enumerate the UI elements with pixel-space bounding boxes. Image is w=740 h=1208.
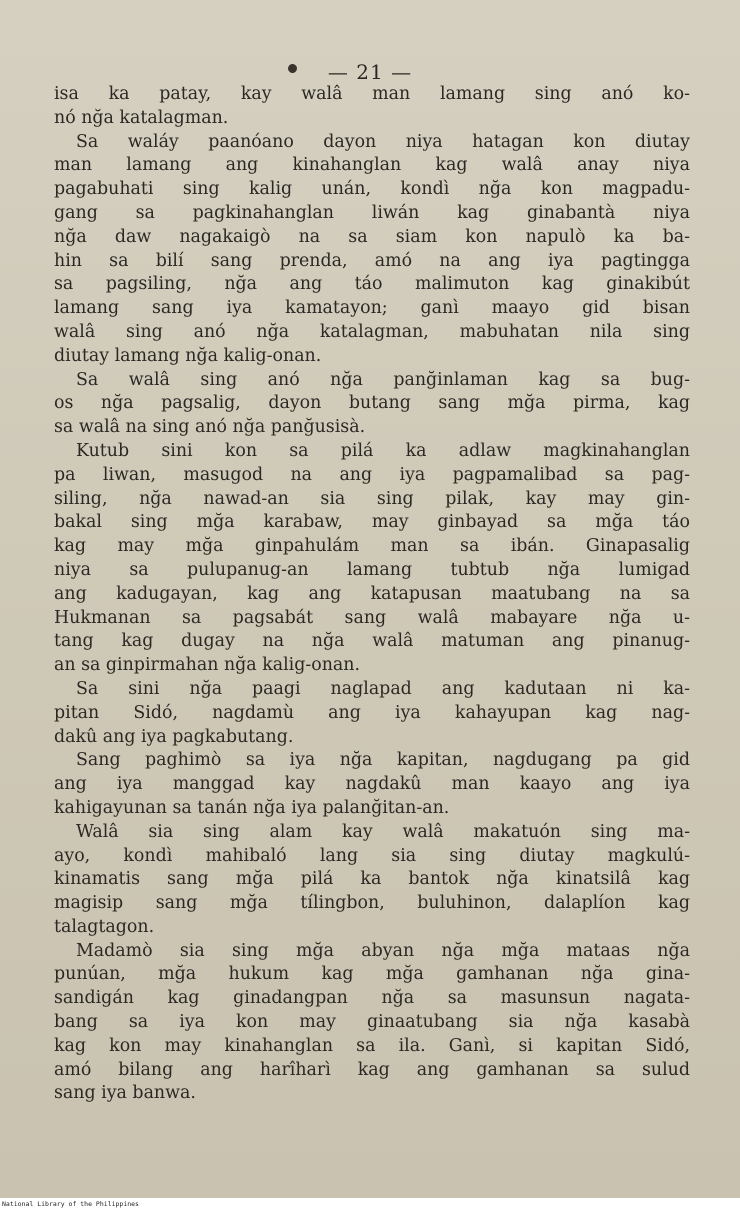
text-line: ang kadugayan, kag ang katapusan maatubang na sa xyxy=(54,583,690,604)
text-line: sandigán kag ginadangpan nğa sa masunsun nagata- xyxy=(54,988,690,1009)
text-line: sa walâ na sing anó nğa panğusisà. xyxy=(54,417,366,438)
text-line: Hukmanan sa pagsabát sang walâ mabayare nğa u- xyxy=(54,607,690,628)
text-line: kag may mğa ginpahulám man sa ibán. Ginapasalig xyxy=(54,536,690,557)
text-line: nğa daw nagakaigò na sa siam kon napulò ka ba- xyxy=(54,226,690,247)
text-line: dakû ang iya pagkabutang. xyxy=(54,726,294,747)
text-line: sa pagsiling, nğa ang táo malimuton kag ginakibút xyxy=(54,274,690,295)
text-line: os nğa pagsalig, dayon butang sang mğa pirma, kag xyxy=(54,393,690,414)
text-line: amó bilang ang harîharì kag ang gamhanan sa sulud xyxy=(54,1059,690,1080)
text-line: ang iya manggad kay nagdakû man kaayo ang iya xyxy=(54,774,690,795)
text-line: kinamatis sang mğa pilá ka bantok nğa kinatsilâ kag xyxy=(54,869,690,890)
text-line: kag kon may kinahanglan sa ila. Ganì, si kapitan Sidó, xyxy=(54,1035,690,1056)
text-line: an sa ginpirmahan nğa kalig-onan. xyxy=(54,655,361,676)
text-line: niya sa pulupanug-an lamang tubtub nğa lumigad xyxy=(54,559,690,580)
text-line: walâ sing anó nğa katalagman, mabuhatan nila sing xyxy=(54,321,690,342)
text-line: Sa waláy paanóano dayon niya hatagan kon diutay xyxy=(76,131,690,152)
text-line: ayo, kondì mahibaló lang sia sing diutay magkulú- xyxy=(54,845,690,866)
text-line: pa liwan, masugod na ang iya pagpamalibad sa pag- xyxy=(54,464,690,485)
text-line: isa ka patay, kay walâ man lamang sing anó ko- xyxy=(54,84,690,104)
text-line: talagtagon. xyxy=(54,916,155,937)
footer-credit: National Library of the Philippines xyxy=(2,1200,139,1208)
text-line: punúan, mğa hukum kag mğa gamhanan nğa gina- xyxy=(54,964,690,985)
text-line: nó nğa katalagman. xyxy=(54,107,229,128)
text-line: Sang paghimò sa iya nğa kapitan, nagdugang pa gid xyxy=(76,750,690,771)
text-line: pitan Sidó, nagdamù ang iya kahayupan kag nag- xyxy=(54,702,690,723)
text-line: Madamò sia sing mğa abyan nğa mğa mataas nğa xyxy=(76,940,690,961)
page-number: — 21 — xyxy=(327,60,413,84)
text-line: gang sa pagkinahanglan liwán kag ginabantà niya xyxy=(54,202,690,223)
text-line: magisip sang mğa tílingbon, buluhinon, dalaplíon kag xyxy=(54,893,690,914)
text-line: siling, nğa nawad-an sia sing pilak, kay may gin- xyxy=(54,488,690,509)
text-line: man lamang ang kinahanglan kag walâ anay niya xyxy=(54,155,690,176)
text-line: Kutub sini kon sa pilá ka adlaw magkinahanglan xyxy=(76,440,690,461)
text-line: Walâ sia sing alam kay walâ makatuón sing ma- xyxy=(76,821,690,842)
text-line: hin sa bilí sang prenda, amó na ang iya pagtingga xyxy=(54,250,690,271)
text-line: Sa walâ sing anó nğa panğinlaman kag sa bug- xyxy=(76,369,690,390)
text-line: pagabuhati sing kalig unán, kondì nğa kon magpadu- xyxy=(54,179,690,200)
text-line: lamang sang iya kamatayon; ganì maayo gid bisan xyxy=(54,298,690,319)
text-line: diutay lamang nğa kalig-onan. xyxy=(54,345,322,366)
text-line: Sa sini nğa paagi naglapad ang kadutaan ni ka- xyxy=(76,678,690,699)
text-line: bang sa iya kon may ginaatubang sia nğa kasabà xyxy=(54,1012,690,1033)
text-line: bakal sing mğa karabaw, may ginbayad sa mğa táo xyxy=(54,512,690,533)
text-line: kahigayunan sa tanán nğa iya palanğitan-an. xyxy=(54,797,450,818)
body-text xyxy=(54,83,690,1106)
text-line: sang iya banwa. xyxy=(54,1083,196,1104)
text-line: tang kag dugay na nğa walâ matuman ang pinanug- xyxy=(54,631,690,652)
